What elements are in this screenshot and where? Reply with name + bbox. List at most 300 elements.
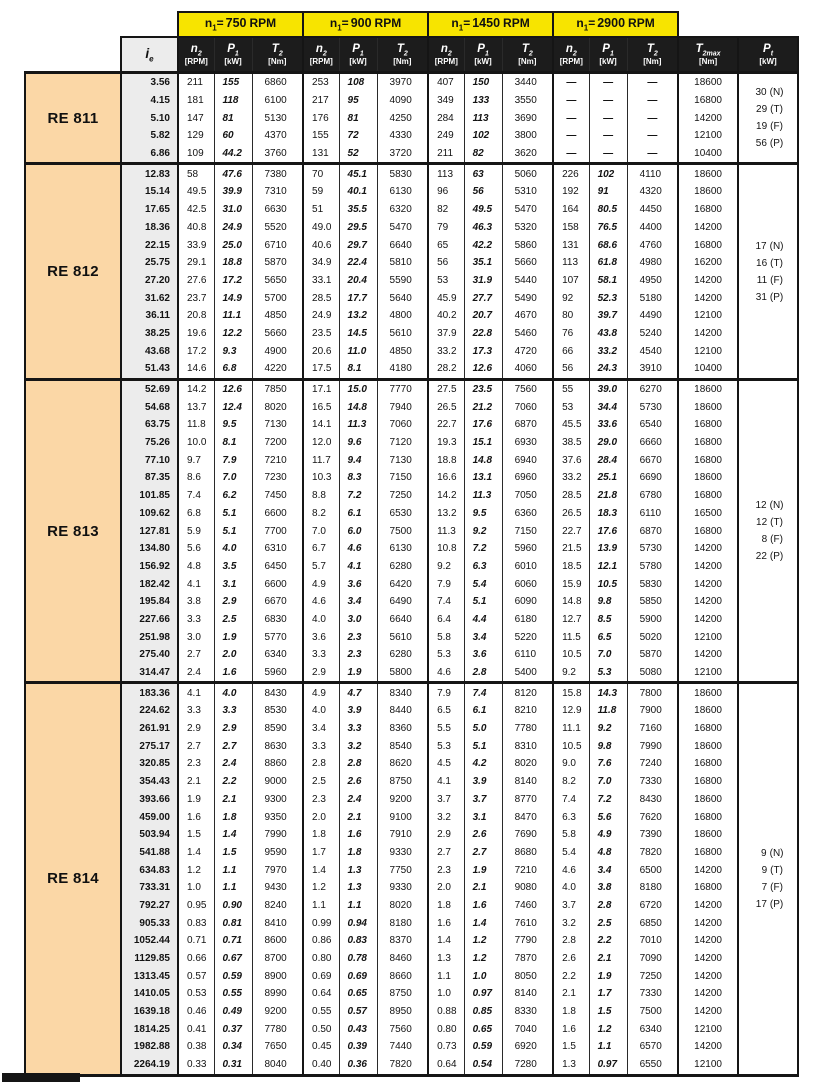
p1-cell: 1.8 [214, 808, 252, 826]
n2-cell: 181 [178, 92, 214, 110]
t2-cell: 4950 [627, 272, 678, 290]
p1-cell: 76.5 [589, 219, 627, 237]
t2-cell: 5650 [252, 272, 303, 290]
table-row [25, 379, 798, 398]
n2-cell: 26.5 [428, 398, 464, 416]
n2-cell: 109 [178, 145, 214, 164]
ie-cell: 5.10 [121, 109, 178, 127]
p1-cell: 11.3 [464, 487, 502, 505]
table-row [25, 646, 798, 664]
n2-cell: 14.6 [178, 360, 214, 379]
n2-cell: 22.7 [553, 522, 589, 540]
n2-cell: 113 [553, 254, 589, 272]
n2-cell: 4.9 [303, 575, 339, 593]
p1-cell: 1.7 [589, 985, 627, 1003]
p1-cell: 1.6 [464, 897, 502, 915]
n2-cell: 5.9 [178, 522, 214, 540]
p1-cell: 5.1 [214, 505, 252, 523]
n2-cell: 17.1 [303, 379, 339, 398]
n2-cell: 6.3 [553, 808, 589, 826]
t2max-cell: 14200 [678, 1038, 738, 1056]
n2-cell: 37.9 [428, 325, 464, 343]
t2max-cell: 18600 [678, 791, 738, 809]
p1-cell: 6.1 [339, 505, 377, 523]
table-row [25, 593, 798, 611]
t2-cell: — [627, 109, 678, 127]
p1-cell: 2.9 [214, 720, 252, 738]
rpm-value: 1450 [472, 16, 501, 31]
t2-cell: 8600 [252, 932, 303, 950]
ie-cell: 1410.05 [121, 985, 178, 1003]
table-row [25, 628, 798, 646]
col-header-p1-2900: $P_1$ [kW] [589, 37, 627, 73]
t2-cell: 5020 [627, 628, 678, 646]
t2-cell: 6420 [377, 575, 428, 593]
p1-cell: 0.97 [464, 985, 502, 1003]
n2-cell: 155 [303, 127, 339, 145]
t2-cell: 5800 [377, 664, 428, 683]
p1-cell: 2.3 [339, 628, 377, 646]
p1-cell: 1.6 [214, 664, 252, 683]
t2max-cell: 14200 [678, 593, 738, 611]
ie-cell: 2264.19 [121, 1056, 178, 1075]
p1-cell: 11.0 [339, 342, 377, 360]
p1-cell: 24.3 [589, 360, 627, 379]
pt-ratings-cell [738, 73, 798, 164]
p1-cell: 20.7 [464, 307, 502, 325]
t2-cell: 4330 [377, 127, 428, 145]
t2-cell: 9430 [252, 879, 303, 897]
n2-cell: 49.0 [303, 219, 339, 237]
n2-cell: 4.1 [178, 683, 214, 702]
t2-cell: 7280 [502, 1056, 553, 1075]
n2-cell: 1.4 [178, 844, 214, 862]
n2-cell: 58 [178, 164, 214, 183]
n2-cell: 21.5 [553, 540, 589, 558]
p1-cell: 81 [214, 109, 252, 127]
n2-cell: 0.64 [303, 985, 339, 1003]
n2-cell: 5.3 [428, 646, 464, 664]
n2-cell: 131 [303, 145, 339, 164]
t2max-cell: 14200 [678, 932, 738, 950]
n2-cell: 4.6 [428, 664, 464, 683]
t2-cell: 5590 [377, 272, 428, 290]
p1-cell: 44.2 [214, 145, 252, 164]
n2-cell: 0.80 [303, 950, 339, 968]
n2-cell: 2.9 [178, 720, 214, 738]
t2-cell: 3690 [502, 109, 553, 127]
table-row [25, 434, 798, 452]
p1-cell: 95 [339, 92, 377, 110]
t2-cell: 7500 [377, 522, 428, 540]
t2-cell: 7690 [502, 826, 553, 844]
ie-cell: 905.33 [121, 914, 178, 932]
p1-cell: 6.0 [339, 522, 377, 540]
section-re-814 [25, 683, 798, 1075]
ie-cell: 1313.45 [121, 967, 178, 985]
t2-cell: 7390 [627, 826, 678, 844]
t2-cell: 3760 [252, 145, 303, 164]
rpm-header-750: $n_1= 750$ RPM [178, 12, 303, 37]
n2-cell: 59 [303, 183, 339, 201]
t2-cell: 9590 [252, 844, 303, 862]
table-row [25, 73, 798, 92]
t2-cell: 4540 [627, 342, 678, 360]
n2-cell: 28.5 [303, 289, 339, 307]
t2-cell: 5320 [502, 219, 553, 237]
t2-cell: 8950 [377, 1003, 428, 1021]
t2-cell: 5470 [377, 219, 428, 237]
p1-cell: 3.4 [339, 593, 377, 611]
model-label: RE 813 [25, 379, 121, 683]
t2max-cell: 16800 [678, 236, 738, 254]
t2max-cell: 12100 [678, 342, 738, 360]
pt-rating: 31 (P) [755, 291, 784, 303]
n2-cell: 192 [553, 183, 589, 201]
p1-cell: 3.8 [589, 879, 627, 897]
p1-cell: 0.31 [214, 1056, 252, 1075]
n2-cell: — [553, 127, 589, 145]
p1-cell: 10.5 [589, 575, 627, 593]
ie-cell: 5.82 [121, 127, 178, 145]
n2-cell: 26.5 [553, 505, 589, 523]
t2max-cell: 14200 [678, 914, 738, 932]
p1-cell: 5.1 [214, 522, 252, 540]
col-header-n2-750: $n_2$ [RPM] [178, 37, 214, 73]
n2-cell: 8.2 [553, 773, 589, 791]
p1-cell: 3.1 [214, 575, 252, 593]
rpm-unit: RPM [249, 16, 277, 31]
n2-cell: 0.80 [428, 1020, 464, 1038]
col-header-n2-900: $n_2$ [RPM] [303, 37, 339, 73]
col-header-n2-1450: $n_2$ [RPM] [428, 37, 464, 73]
p1-cell: 7.4 [464, 683, 502, 702]
p1-cell: 42.2 [464, 236, 502, 254]
t2-cell: 6270 [627, 379, 678, 398]
n2-cell: 3.7 [553, 897, 589, 915]
t2-cell: 7910 [377, 826, 428, 844]
table-row [25, 342, 798, 360]
t2-cell: 6530 [377, 505, 428, 523]
n2-cell: 0.71 [178, 932, 214, 950]
t2-cell: 8440 [377, 702, 428, 720]
p1-cell: 2.4 [339, 791, 377, 809]
t2-cell: 5830 [377, 164, 428, 183]
ie-cell: 17.65 [121, 201, 178, 219]
table-row [25, 773, 798, 791]
p1-cell: 52 [339, 145, 377, 164]
n2-cell: 7.4 [553, 791, 589, 809]
p1-cell: 2.0 [214, 646, 252, 664]
t2-cell: 8660 [377, 967, 428, 985]
t2-cell: 7310 [252, 183, 303, 201]
n2-cell: 253 [303, 73, 339, 92]
t2-cell: 7560 [502, 379, 553, 398]
t2-cell: 6670 [627, 451, 678, 469]
n2-cell: 0.46 [178, 1003, 214, 1021]
table-row [25, 145, 798, 164]
p1-cell: 11.8 [589, 702, 627, 720]
t2-cell: 5850 [627, 593, 678, 611]
p1-cell: 72 [339, 127, 377, 145]
n2-cell: 4.6 [553, 861, 589, 879]
n2-cell: — [553, 73, 589, 92]
t2-cell: 7990 [627, 737, 678, 755]
ie-cell: 15.14 [121, 183, 178, 201]
p1-cell: 2.2 [214, 773, 252, 791]
p1-cell: 31.9 [464, 272, 502, 290]
n2-cell: 1.5 [553, 1038, 589, 1056]
p1-cell: 29.5 [339, 219, 377, 237]
t2-cell: 7060 [377, 416, 428, 434]
n2-cell: 8.6 [178, 469, 214, 487]
p1-cell: 9.5 [464, 505, 502, 523]
t2max-cell: 18600 [678, 379, 738, 398]
t2-cell: 7330 [627, 985, 678, 1003]
n2-cell: 10.3 [303, 469, 339, 487]
p1-cell: 91 [589, 183, 627, 201]
p1-cell: 0.90 [214, 897, 252, 915]
p1-cell: 0.65 [339, 985, 377, 1003]
t2-cell: 7450 [252, 487, 303, 505]
n2-cell: 2.2 [553, 967, 589, 985]
n2-cell: 407 [428, 73, 464, 92]
p1-cell: 7.0 [214, 469, 252, 487]
t2-cell: 4490 [627, 307, 678, 325]
n2-cell: 1.3 [553, 1056, 589, 1075]
n2-cell: 176 [303, 109, 339, 127]
t2-cell: 7230 [252, 469, 303, 487]
t2-cell: 7870 [502, 950, 553, 968]
table-row [25, 398, 798, 416]
t2max-cell: 16800 [678, 755, 738, 773]
t2-cell: 6450 [252, 558, 303, 576]
p1-cell: 1.1 [339, 897, 377, 915]
p1-cell: 2.8 [464, 664, 502, 683]
p1-cell: 8.5 [589, 611, 627, 629]
t2max-cell: 16800 [678, 720, 738, 738]
p1-cell: 7.2 [339, 487, 377, 505]
p1-cell: 22.8 [464, 325, 502, 343]
rpm-header-2900: $n_1= 2900$ RPM [553, 12, 678, 37]
n2-cell: 70 [303, 164, 339, 183]
t2-cell: 6280 [377, 646, 428, 664]
n2-cell: 1.2 [303, 879, 339, 897]
t2-cell: 5220 [502, 628, 553, 646]
ie-cell: 87.35 [121, 469, 178, 487]
p1-cell: 1.9 [589, 967, 627, 985]
n2-cell: 42.5 [178, 201, 214, 219]
p1-cell: 9.4 [339, 451, 377, 469]
t2max-cell: 14200 [678, 967, 738, 985]
t2max-cell: 14200 [678, 540, 738, 558]
t2max-cell: 16800 [678, 434, 738, 452]
p1-cell: 18.8 [214, 254, 252, 272]
p1-cell: 3.4 [464, 628, 502, 646]
t2-cell: 7820 [377, 1056, 428, 1075]
col-header-t2-2900: $T_2$ [Nm] [627, 37, 678, 73]
t2max-cell: 14200 [678, 272, 738, 290]
table-row [25, 844, 798, 862]
n2-cell: 4.1 [178, 575, 214, 593]
p1-cell: 68.6 [589, 236, 627, 254]
t2-cell: 5660 [502, 254, 553, 272]
n2-cell: 4.6 [303, 593, 339, 611]
p1-cell: 52.3 [589, 289, 627, 307]
p1-cell: 0.71 [214, 932, 252, 950]
n2-cell: 1.6 [428, 914, 464, 932]
t2-cell: 6930 [502, 434, 553, 452]
p1-cell: 7.0 [589, 773, 627, 791]
p1-cell: 0.83 [339, 932, 377, 950]
ie-cell: 31.62 [121, 289, 178, 307]
p1-cell: 1.1 [214, 879, 252, 897]
n2-cell: 7.0 [303, 522, 339, 540]
p1-cell: 2.1 [464, 879, 502, 897]
p1-cell: 8.3 [339, 469, 377, 487]
t2-cell: 4220 [252, 360, 303, 379]
n2-cell: 1.1 [303, 897, 339, 915]
n2-cell: 2.7 [178, 646, 214, 664]
t2-cell: 4320 [627, 183, 678, 201]
p1-cell: 1.3 [339, 861, 377, 879]
t2-cell: 6180 [502, 611, 553, 629]
t2-cell: 7650 [252, 1038, 303, 1056]
t2-cell: 6130 [377, 540, 428, 558]
n2-cell: 96 [428, 183, 464, 201]
n2-cell: 3.3 [303, 646, 339, 664]
p1-cell: 56 [464, 183, 502, 201]
t2-cell: 5060 [502, 164, 553, 183]
n2-cell: 16.5 [303, 398, 339, 416]
t2-cell: 7750 [377, 861, 428, 879]
n2-cell: 27.5 [428, 379, 464, 398]
p1-cell: 5.4 [464, 575, 502, 593]
n2-cell: 19.3 [428, 434, 464, 452]
p1-cell: 0.43 [339, 1020, 377, 1038]
col-header-ie: $i_e$ [121, 37, 178, 73]
n2-cell: 53 [553, 398, 589, 416]
t2-cell: 8020 [502, 755, 553, 773]
p1-cell: 155 [214, 73, 252, 92]
p1-cell: 22.4 [339, 254, 377, 272]
t2max-cell: 16800 [678, 773, 738, 791]
table-row [25, 416, 798, 434]
p1-cell: 17.2 [214, 272, 252, 290]
t2-cell: — [627, 145, 678, 164]
n2-cell: 147 [178, 109, 214, 127]
ie-cell: 38.25 [121, 325, 178, 343]
p1-cell: 28.4 [589, 451, 627, 469]
ie-cell: 63.75 [121, 416, 178, 434]
n2-cell: 2.3 [428, 861, 464, 879]
t2-cell: 5400 [502, 664, 553, 683]
t2-cell: 7900 [627, 702, 678, 720]
ie-cell: 109.62 [121, 505, 178, 523]
n2-cell: 0.33 [178, 1056, 214, 1075]
col-header-t2-1450: $T_2$ [Nm] [502, 37, 553, 73]
n2-cell: 5.6 [178, 540, 214, 558]
t2-cell: 6600 [252, 505, 303, 523]
n2-cell: — [553, 145, 589, 164]
p1-cell: 17.6 [464, 416, 502, 434]
t2-cell: 8410 [252, 914, 303, 932]
n2-cell: 1.8 [428, 897, 464, 915]
t2-cell: 6710 [252, 236, 303, 254]
p1-cell: 3.9 [339, 702, 377, 720]
t2-cell: 8630 [252, 737, 303, 755]
t2-cell: 8990 [252, 985, 303, 1003]
p1-cell: 33.2 [589, 342, 627, 360]
p1-cell: 0.39 [339, 1038, 377, 1056]
t2-cell: 6630 [252, 201, 303, 219]
p1-cell: 14.9 [214, 289, 252, 307]
p1-cell: 4.0 [214, 540, 252, 558]
p1-cell: 1.6 [339, 826, 377, 844]
t2max-cell: 14200 [678, 109, 738, 127]
n2-cell: 53 [428, 272, 464, 290]
p1-cell: 133 [464, 92, 502, 110]
ie-cell: 77.10 [121, 451, 178, 469]
gear-unit-rating-table [24, 11, 799, 1077]
p1-cell: 1.0 [464, 967, 502, 985]
p1-cell: 4.7 [339, 683, 377, 702]
t2-cell: 5780 [627, 558, 678, 576]
n2-cell: 349 [428, 92, 464, 110]
t2-cell: 7210 [502, 861, 553, 879]
p1-cell: 8.1 [214, 434, 252, 452]
t2max-cell: 14200 [678, 325, 738, 343]
p1-cell: 2.9 [214, 593, 252, 611]
p1-cell: 40.1 [339, 183, 377, 201]
p1-cell: 13.9 [589, 540, 627, 558]
ie-cell: 134.80 [121, 540, 178, 558]
p1-cell: 0.37 [214, 1020, 252, 1038]
t2-cell: 7610 [502, 914, 553, 932]
t2max-cell: 16200 [678, 254, 738, 272]
n2-cell: 1.7 [303, 844, 339, 862]
t2-cell: 5130 [252, 109, 303, 127]
n2-cell: 1.8 [553, 1003, 589, 1021]
t2-cell: — [627, 92, 678, 110]
t2-cell: 7250 [627, 967, 678, 985]
t2-cell: 7990 [252, 826, 303, 844]
n2-cell: 33.1 [303, 272, 339, 290]
p1-cell: 2.8 [339, 755, 377, 773]
pt-rating: 9 (T) [761, 864, 783, 876]
n2-cell: 1.5 [178, 826, 214, 844]
p1-cell: 1.9 [339, 664, 377, 683]
t2-cell: 6340 [252, 646, 303, 664]
table-row [25, 897, 798, 915]
n2-cell: 5.8 [428, 628, 464, 646]
pt-rating: 29 (T) [756, 104, 783, 116]
rpm-unit: RPM [374, 16, 402, 31]
n2-cell: 8.2 [303, 505, 339, 523]
n2-cell: 113 [428, 164, 464, 183]
n2-cell: 80 [553, 307, 589, 325]
p1-cell: 118 [214, 92, 252, 110]
n2-cell: 2.0 [303, 808, 339, 826]
p1-cell: 80.5 [589, 201, 627, 219]
n2-cell: 9.0 [553, 755, 589, 773]
col-header-p1-900: $P_1$ [kW] [339, 37, 377, 73]
rpm-unit: RPM [503, 16, 530, 31]
pt-rating: 12 (T) [756, 517, 783, 529]
p1-cell: 61.8 [589, 254, 627, 272]
p1-cell: 0.85 [464, 1003, 502, 1021]
t2-cell: 8590 [252, 720, 303, 738]
